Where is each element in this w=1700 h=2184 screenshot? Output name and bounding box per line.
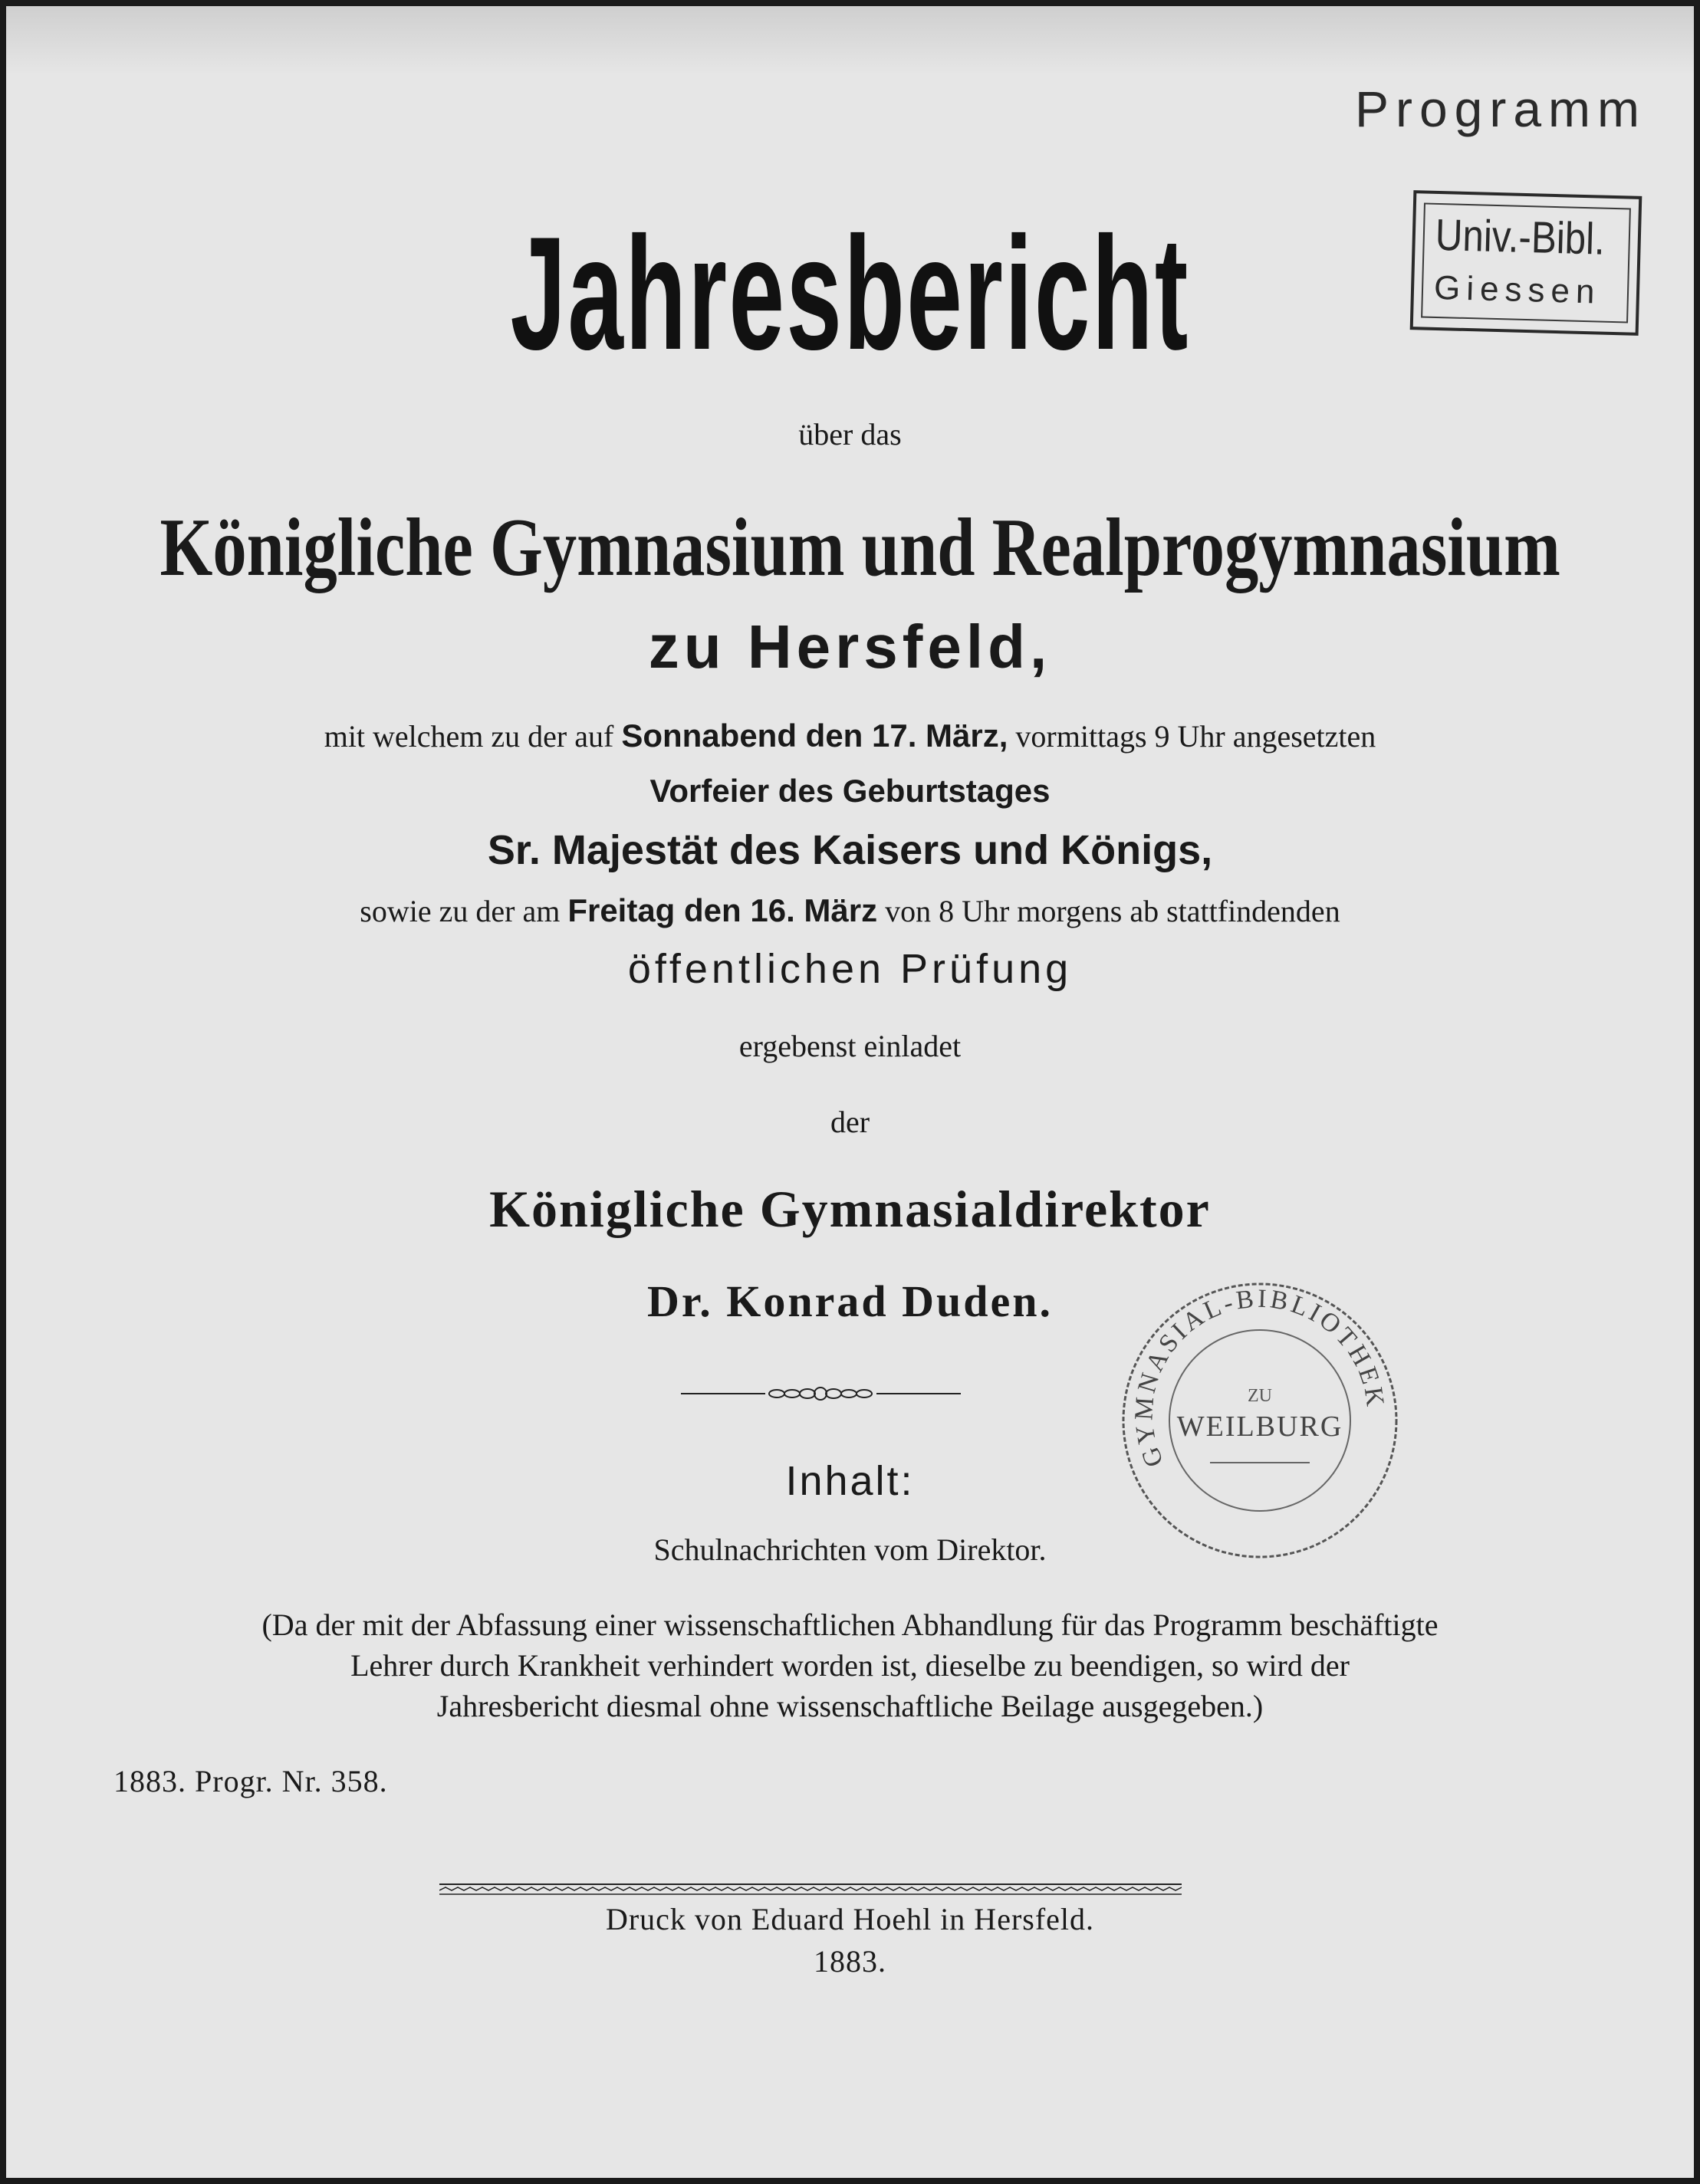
contents-note-line3: Jahresbericht diesmal ohne wissenschaftliche Beilage ausgegeben.)	[436, 1689, 1264, 1723]
programm-label: Programm	[1354, 80, 1646, 137]
ornament-divider	[681, 1386, 961, 1401]
director-name: Dr. Konrad Duden.	[646, 1276, 1054, 1326]
stamp-ring-text: GYMNASIAL-BIBLIOTHEK	[1129, 1284, 1390, 1471]
invitation-line-4-start: sowie zu der am	[360, 894, 561, 928]
stamp-center-top: ZU	[1248, 1386, 1272, 1406]
invitation-line-6: ergebenst einladet	[738, 1029, 962, 1063]
contents-note-line2: Lehrer durch Krankheit verhindert worden ist, dieselbe zu beendigen, so wird der	[350, 1648, 1350, 1683]
invitation-date-2: Freitag den 16. März	[567, 892, 878, 928]
invitation-line-5: öffentlichen Prüfung	[627, 946, 1073, 992]
library-stamp-line2: Giessen	[1433, 268, 1602, 311]
gymnasium-library-stamp	[1118, 1279, 1402, 1562]
svg-text:GYMNASIAL-BIBLIOTHEK	[1129, 1285, 1389, 1471]
contents-note	[98, 1604, 1602, 1726]
invitation-date-1: Sonnabend den 17. März,	[621, 718, 1008, 754]
invitation-line-4-end: von 8 Uhr morgens ab stattfindenden	[885, 894, 1340, 928]
invitation-line-3: Sr. Majestät des Kaisers und Königs,	[487, 827, 1213, 873]
print-year: 1883.	[814, 1944, 886, 1979]
footer-rule	[439, 1882, 1182, 1897]
invitation-line-4	[6, 892, 1694, 929]
school-name	[6, 501, 1694, 596]
document-page	[6, 6, 1694, 2178]
director-title: Königliche Gymnasialdirektor	[489, 1180, 1211, 1238]
invitation-line-7: der	[830, 1105, 870, 1139]
school-name-text: Königliche Gymnasium und Realprogymnasium	[159, 502, 1560, 593]
library-stamp-line1: Univ.-Bibl.	[1435, 209, 1606, 264]
main-title-text: Jahresbericht	[510, 203, 1190, 383]
invitation-line-2: Vorfeier des Geburtstages	[649, 773, 1051, 809]
contents-note-line1: (Da der mit der Abfassung einer wissenschaftlichen Abhandlung für das Programm beschäftigte	[261, 1608, 1439, 1642]
school-location: zu Hersfeld,	[648, 613, 1052, 681]
invitation-line-1-end: vormittags 9 Uhr angesetzten	[1015, 719, 1376, 754]
stamp-center-text: WEILBURG	[1176, 1411, 1343, 1443]
printer-line: Druck von Eduard Hoehl in Hersfeld.	[605, 1902, 1095, 1936]
contents-item: Schulnachrichten vom Direktor.	[653, 1532, 1047, 1567]
invitation-line-1	[6, 718, 1694, 754]
main-title	[6, 202, 1694, 387]
invitation-line-1-start: mit welchem zu der auf	[324, 719, 614, 754]
program-number: 1883. Progr. Nr. 358.	[113, 1764, 388, 1798]
subtitle-prefix: über das	[798, 417, 902, 452]
contents-heading: Inhalt:	[785, 1458, 915, 1504]
